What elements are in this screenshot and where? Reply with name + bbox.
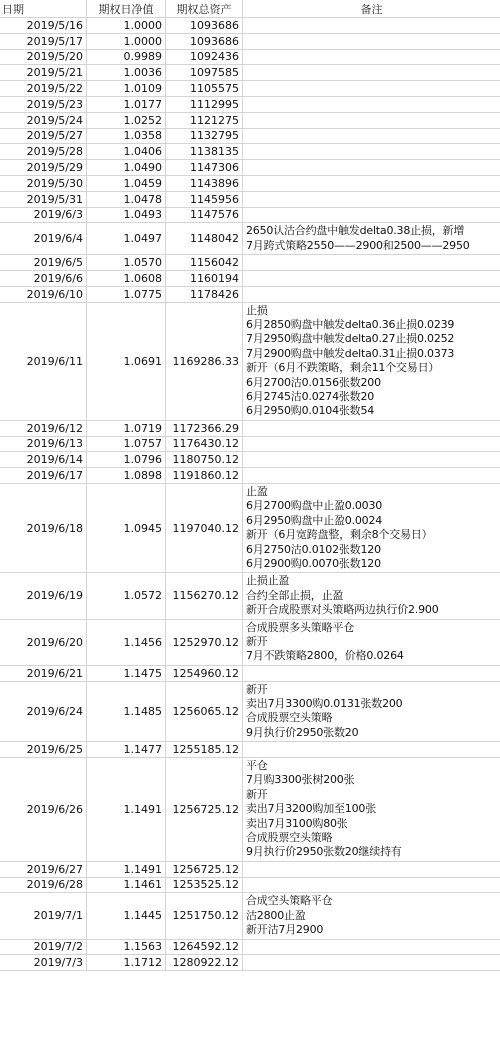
note-line: 6月2950购0.0104张数54 — [246, 404, 375, 418]
date-cell[interactable]: 2019/6/19 — [0, 573, 87, 618]
assets-cell[interactable]: 1252970.12 — [166, 620, 243, 665]
nav-cell[interactable]: 1.0608 — [87, 271, 166, 286]
nav-cell[interactable]: 1.1491 — [87, 862, 166, 877]
note-cell[interactable] — [243, 34, 500, 49]
note-line: 止盈 — [246, 485, 268, 498]
note-line: 合成股票空头策略 — [246, 711, 333, 725]
note-cell[interactable] — [243, 620, 500, 665]
note-cell[interactable] — [243, 862, 500, 877]
date-cell[interactable]: 2019/5/30 — [0, 176, 87, 191]
assets-cell[interactable]: 1256725.12 — [166, 862, 243, 877]
note-cell[interactable] — [243, 223, 500, 254]
date-cell[interactable]: 2019/6/24 — [0, 682, 87, 742]
note-cell[interactable] — [243, 758, 500, 861]
table-row — [0, 223, 500, 255]
table-row — [0, 160, 500, 176]
note-line: 7月跨式策略2550——2900和2500——2950 — [246, 238, 470, 252]
nav-cell[interactable]: 1.1712 — [87, 955, 166, 970]
date-cell[interactable]: 2019/5/24 — [0, 113, 87, 128]
assets-cell[interactable]: 1251750.12 — [166, 893, 243, 938]
date-cell[interactable]: 2019/6/4 — [0, 223, 87, 254]
assets-cell[interactable]: 1256725.12 — [166, 758, 243, 861]
date-cell[interactable]: 2019/5/17 — [0, 34, 87, 49]
assets-cell[interactable]: 1178426 — [166, 287, 243, 302]
table-row — [0, 81, 500, 97]
assets-cell[interactable]: 1112995 — [166, 97, 243, 112]
header-date[interactable]: 日期 — [0, 0, 87, 17]
date-cell[interactable]: 2019/6/26 — [0, 758, 87, 861]
note-line: 7月2900购盘中触发delta0.31止损0.0373 — [246, 346, 455, 360]
note-cell[interactable] — [243, 192, 500, 207]
nav-cell[interactable]: 1.0358 — [87, 129, 166, 144]
assets-cell[interactable]: 1280922.12 — [166, 955, 243, 970]
note-line: 合成股票多头策略平仓 — [246, 620, 354, 634]
table-row — [0, 97, 500, 113]
table-row — [0, 682, 500, 743]
date-cell[interactable]: 2019/6/21 — [0, 666, 87, 681]
table-row — [0, 468, 500, 484]
nav-cell[interactable]: 0.9989 — [87, 50, 166, 65]
nav-cell[interactable]: 1.0177 — [87, 97, 166, 112]
nav-cell[interactable]: 1.0459 — [87, 176, 166, 191]
note-line: 6月2900购0.0070张数120 — [246, 557, 381, 571]
nav-cell[interactable]: 1.1445 — [87, 893, 166, 938]
table-row — [0, 742, 500, 758]
date-cell[interactable]: 2019/5/20 — [0, 50, 87, 65]
table-row — [0, 50, 500, 66]
assets-cell[interactable]: 1264592.12 — [166, 940, 243, 955]
assets-cell[interactable]: 1176430.12 — [166, 437, 243, 452]
assets-cell[interactable]: 1121275 — [166, 113, 243, 128]
note-cell[interactable] — [243, 303, 500, 420]
date-cell[interactable]: 2019/6/11 — [0, 303, 87, 420]
date-cell[interactable]: 2019/6/17 — [0, 468, 87, 483]
note-cell[interactable] — [243, 287, 500, 302]
note-line: 2650认沽合约盘中触发delta0.38止损，新增 — [246, 224, 465, 238]
note-line: 沽2800止盈 — [246, 908, 306, 922]
date-cell[interactable]: 2019/7/1 — [0, 893, 87, 938]
note-cell[interactable] — [243, 160, 500, 175]
note-line: 新开沽7月2900 — [246, 923, 324, 937]
note-line: 卖出7月3200购加至100张 — [246, 802, 376, 816]
table-row — [0, 758, 500, 862]
date-cell[interactable]: 2019/6/18 — [0, 484, 87, 572]
note-cell[interactable] — [243, 893, 500, 938]
header-note[interactable]: 备注 — [360, 2, 383, 16]
table-row — [0, 271, 500, 287]
note-cell[interactable] — [243, 878, 500, 893]
date-cell[interactable]: 2019/5/16 — [0, 18, 87, 33]
date-cell[interactable]: 2019/5/31 — [0, 192, 87, 207]
note-line: 新开 — [246, 787, 268, 801]
table-row — [0, 620, 500, 666]
note-line: 合成空头策略平仓 — [246, 894, 333, 908]
assets-cell[interactable]: 1160194 — [166, 271, 243, 286]
table-row — [0, 113, 500, 129]
nav-cell[interactable]: 1.0497 — [87, 223, 166, 254]
note-line: 卖出7月3100购80张 — [246, 816, 348, 830]
table-row — [0, 666, 500, 682]
table-row — [0, 176, 500, 192]
table-row — [0, 255, 500, 271]
note-cell[interactable] — [243, 940, 500, 955]
note-line: 7月不跌策略2800，价格0.0264 — [246, 649, 404, 663]
nav-cell[interactable]: 1.0570 — [87, 255, 166, 270]
note-cell[interactable] — [243, 208, 500, 223]
nav-cell[interactable]: 1.0719 — [87, 421, 166, 436]
table-row — [0, 208, 500, 224]
note-cell[interactable] — [243, 255, 500, 270]
date-cell[interactable]: 2019/6/28 — [0, 878, 87, 893]
nav-cell[interactable]: 1.0493 — [87, 208, 166, 223]
note-cell[interactable] — [243, 97, 500, 112]
nav-cell[interactable]: 1.0490 — [87, 160, 166, 175]
assets-cell[interactable]: 1097585 — [166, 65, 243, 80]
note-line: 新开（6月宽跨盘整，剩余8个交易日） — [246, 528, 433, 542]
assets-cell[interactable]: 1093686 — [166, 34, 243, 49]
note-cell[interactable] — [243, 452, 500, 467]
assets-cell[interactable]: 1156270.12 — [166, 573, 243, 618]
note-cell[interactable] — [243, 176, 500, 191]
note-line: 6月2750沽0.0102张数120 — [246, 542, 381, 556]
note-line: 9月执行价2950张数20 — [246, 725, 359, 739]
table-row — [0, 303, 500, 421]
assets-cell[interactable]: 1156042 — [166, 255, 243, 270]
date-cell[interactable]: 2019/7/3 — [0, 955, 87, 970]
note-line: 9月执行价2950张数20继续持有 — [246, 845, 402, 859]
table-row — [0, 144, 500, 160]
nav-cell[interactable]: 1.0757 — [87, 437, 166, 452]
assets-cell[interactable]: 1093686 — [166, 18, 243, 33]
nav-cell[interactable]: 1.0478 — [87, 192, 166, 207]
note-cell[interactable] — [243, 573, 500, 618]
nav-cell[interactable]: 1.0775 — [87, 287, 166, 302]
note-cell[interactable] — [243, 742, 500, 757]
date-cell[interactable]: 2019/6/20 — [0, 620, 87, 665]
note-cell[interactable] — [243, 271, 500, 286]
nav-cell[interactable]: 1.0898 — [87, 468, 166, 483]
nav-cell[interactable]: 1.0796 — [87, 452, 166, 467]
assets-cell[interactable]: 1145956 — [166, 192, 243, 207]
date-cell[interactable]: 2019/6/3 — [0, 208, 87, 223]
table-row — [0, 878, 500, 894]
note-cell[interactable] — [243, 484, 500, 572]
date-cell[interactable]: 2019/6/6 — [0, 271, 87, 286]
note-cell[interactable] — [243, 666, 500, 681]
table-row — [0, 484, 500, 573]
note-line: 止损止盈 — [246, 574, 290, 588]
note-line: 平仓 — [246, 759, 268, 772]
assets-cell[interactable]: 1148042 — [166, 223, 243, 254]
date-cell[interactable]: 2019/6/13 — [0, 437, 87, 452]
note-line: 合成股票空头策略 — [246, 831, 333, 845]
table-row — [0, 34, 500, 50]
date-cell[interactable]: 2019/6/10 — [0, 287, 87, 302]
nav-cell[interactable]: 1.1461 — [87, 878, 166, 893]
nav-cell[interactable]: 1.1456 — [87, 620, 166, 665]
nav-cell[interactable]: 1.0000 — [87, 34, 166, 49]
assets-cell[interactable]: 1138135 — [166, 144, 243, 159]
nav-cell[interactable]: 1.0036 — [87, 65, 166, 80]
note-line: 6月2950购盘中止盈0.0024 — [246, 513, 383, 527]
nav-cell[interactable]: 1.0572 — [87, 573, 166, 618]
assets-cell[interactable]: 1147306 — [166, 160, 243, 175]
table-row — [0, 955, 500, 971]
date-cell[interactable]: 2019/5/27 — [0, 129, 87, 144]
table-row — [0, 893, 500, 939]
note-cell[interactable] — [243, 129, 500, 144]
assets-cell[interactable]: 1105575 — [166, 81, 243, 96]
nav-cell[interactable]: 1.0691 — [87, 303, 166, 420]
date-cell[interactable]: 2019/5/29 — [0, 160, 87, 175]
table-row — [0, 862, 500, 878]
table-row — [0, 452, 500, 468]
nav-cell[interactable]: 1.1477 — [87, 742, 166, 757]
assets-cell[interactable]: 1172366.29 — [166, 421, 243, 436]
note-line: 合约全部止损，止盈 — [246, 588, 344, 602]
date-cell[interactable]: 2019/6/14 — [0, 452, 87, 467]
nav-cell[interactable]: 1.1563 — [87, 940, 166, 955]
note-cell[interactable] — [243, 18, 500, 33]
table-row — [0, 129, 500, 145]
table-row — [0, 65, 500, 81]
assets-cell[interactable]: 1180750.12 — [166, 452, 243, 467]
assets-cell[interactable]: 1253525.12 — [166, 878, 243, 893]
note-cell[interactable] — [243, 682, 500, 742]
nav-cell[interactable]: 1.0000 — [87, 18, 166, 33]
note-cell[interactable] — [243, 50, 500, 65]
assets-cell[interactable]: 1197040.12 — [166, 484, 243, 572]
header-row — [0, 0, 500, 18]
date-cell[interactable]: 2019/6/25 — [0, 742, 87, 757]
nav-cell[interactable]: 1.1475 — [87, 666, 166, 681]
nav-cell[interactable]: 1.0109 — [87, 81, 166, 96]
note-line: 新开 — [246, 682, 268, 696]
assets-cell[interactable]: 1191860.12 — [166, 468, 243, 483]
note-line: 6月2700购盘中止盈0.0030 — [246, 499, 383, 513]
assets-cell[interactable]: 1092436 — [166, 50, 243, 65]
date-cell[interactable]: 2019/5/23 — [0, 97, 87, 112]
note-cell[interactable] — [243, 468, 500, 483]
header-nav[interactable]: 期权日净值 — [87, 0, 166, 17]
nav-cell[interactable]: 1.0406 — [87, 144, 166, 159]
date-cell[interactable]: 2019/6/27 — [0, 862, 87, 877]
nav-cell[interactable]: 1.1485 — [87, 682, 166, 742]
assets-cell[interactable]: 1254960.12 — [166, 666, 243, 681]
table-row — [0, 421, 500, 437]
note-line: 新开（6月不跌策略，剩余11个交易日） — [246, 361, 440, 375]
note-line: 7月购3300张树200张 — [246, 773, 355, 787]
table-row — [0, 940, 500, 956]
assets-cell[interactable]: 1132795 — [166, 129, 243, 144]
nav-cell[interactable]: 1.0252 — [87, 113, 166, 128]
note-cell[interactable] — [243, 81, 500, 96]
date-cell[interactable]: 2019/6/12 — [0, 421, 87, 436]
assets-cell[interactable]: 1147576 — [166, 208, 243, 223]
note-cell[interactable] — [243, 65, 500, 80]
nav-cell[interactable]: 1.1491 — [87, 758, 166, 861]
note-line: 6月2850购盘中触发delta0.36止损0.0239 — [246, 318, 455, 331]
nav-cell[interactable]: 1.0945 — [87, 484, 166, 572]
date-cell[interactable]: 2019/5/21 — [0, 65, 87, 80]
assets-cell[interactable]: 1169286.33 — [166, 303, 243, 420]
note-line: 7月2950购盘中触发delta0.27止损0.0252 — [246, 332, 455, 346]
note-cell[interactable] — [243, 113, 500, 128]
note-cell[interactable] — [243, 421, 500, 436]
note-cell[interactable] — [243, 955, 500, 970]
assets-cell[interactable]: 1256065.12 — [166, 682, 243, 742]
date-cell[interactable]: 2019/5/28 — [0, 144, 87, 159]
note-line: 卖出7月3300购0.0131张数200 — [246, 697, 403, 710]
table-row — [0, 573, 500, 619]
note-line: 6月2700沽0.0156张数200 — [246, 375, 381, 389]
table-row — [0, 192, 500, 208]
note-line: 新开合成股票对头策略两边执行价2.900 — [246, 603, 439, 617]
note-line: 6月2745沽0.0274张数20 — [246, 390, 375, 404]
date-cell[interactable]: 2019/6/5 — [0, 255, 87, 270]
note-line: 止损 — [246, 303, 268, 317]
note-line: 新开 — [246, 635, 268, 648]
table-row — [0, 437, 500, 453]
assets-cell[interactable]: 1143896 — [166, 176, 243, 191]
note-cell[interactable] — [243, 144, 500, 159]
date-cell[interactable]: 2019/5/22 — [0, 81, 87, 96]
assets-cell[interactable]: 1255185.12 — [166, 742, 243, 757]
table-row — [0, 287, 500, 303]
date-cell[interactable]: 2019/7/2 — [0, 940, 87, 955]
note-cell[interactable] — [243, 437, 500, 452]
header-assets[interactable]: 期权总资产 — [166, 0, 243, 17]
table-row — [0, 18, 500, 34]
